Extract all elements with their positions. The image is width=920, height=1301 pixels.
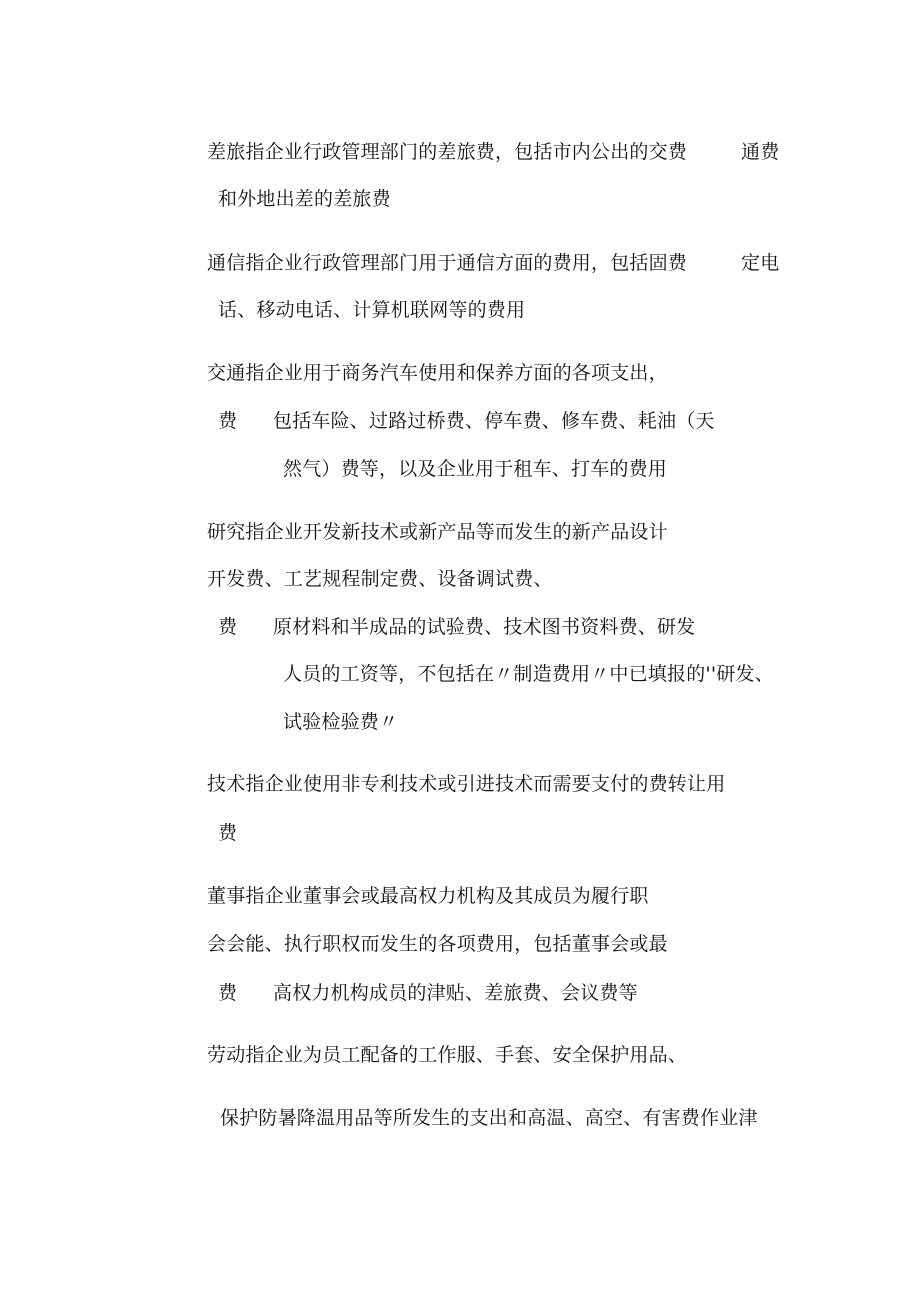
text-line: 定电 xyxy=(741,252,780,274)
text-line: 费 xyxy=(218,616,238,638)
text-line: 高权力机构成员的津贴、差旅费、会议费等 xyxy=(273,982,638,1004)
text-line: 董事指企业董事会或最高权力机构及其成员为履行职 xyxy=(207,885,649,907)
text-line: 保护防暑降温用品等所发生的支出和高温、高空、有害费作业津 xyxy=(220,1107,758,1129)
text-line: 劳动指企业为员工配备的工作服、手套、安全保护用品、 xyxy=(207,1044,688,1066)
text-line: 费 xyxy=(218,822,238,844)
text-line: 原材料和半成品的试验费、技术图书资料费、研发 xyxy=(273,616,696,638)
text-line: 和外地出差的差旅费 xyxy=(218,188,391,210)
text-line: 研究指企业开发新技术或新产品等而发生的新产品设计 xyxy=(207,521,668,543)
text-line: 开发费、工艺规程制定费、设备调试费、 xyxy=(207,568,553,590)
text-line: 通费 xyxy=(741,141,780,163)
text-line: 话、移动电话、计算机联网等的费用 xyxy=(218,299,526,321)
text-line: 差旅指企业行政管理部门的差旅费，包括市内公出的交费 xyxy=(207,141,688,163)
text-line: 试验检验费〃 xyxy=(283,711,399,733)
text-line: 技术指企业使用非专利技术或引进技术而需要支付的费转让用 xyxy=(207,773,726,795)
text-line: 费 xyxy=(218,982,238,1004)
text-line: 然气）费等，以及企业用于租车、打车的费用 xyxy=(283,458,668,480)
text-line: 会会能、执行职权而发生的各项费用，包括董事会或最 xyxy=(207,933,668,955)
text-line: 人员的工资等，不包括在〃制造费用〃中已填报的''研发、 xyxy=(283,663,774,685)
text-line: 费 xyxy=(218,410,238,432)
text-line: 通信指企业行政管理部门用于通信方面的费用，包括固费 xyxy=(207,252,688,274)
text-line: 包括车险、过路过桥费、停车费、修车费、耗油（天 xyxy=(273,410,715,432)
text-line: 交通指企业用于商务汽车使用和保养方面的各项支出， xyxy=(207,362,668,384)
